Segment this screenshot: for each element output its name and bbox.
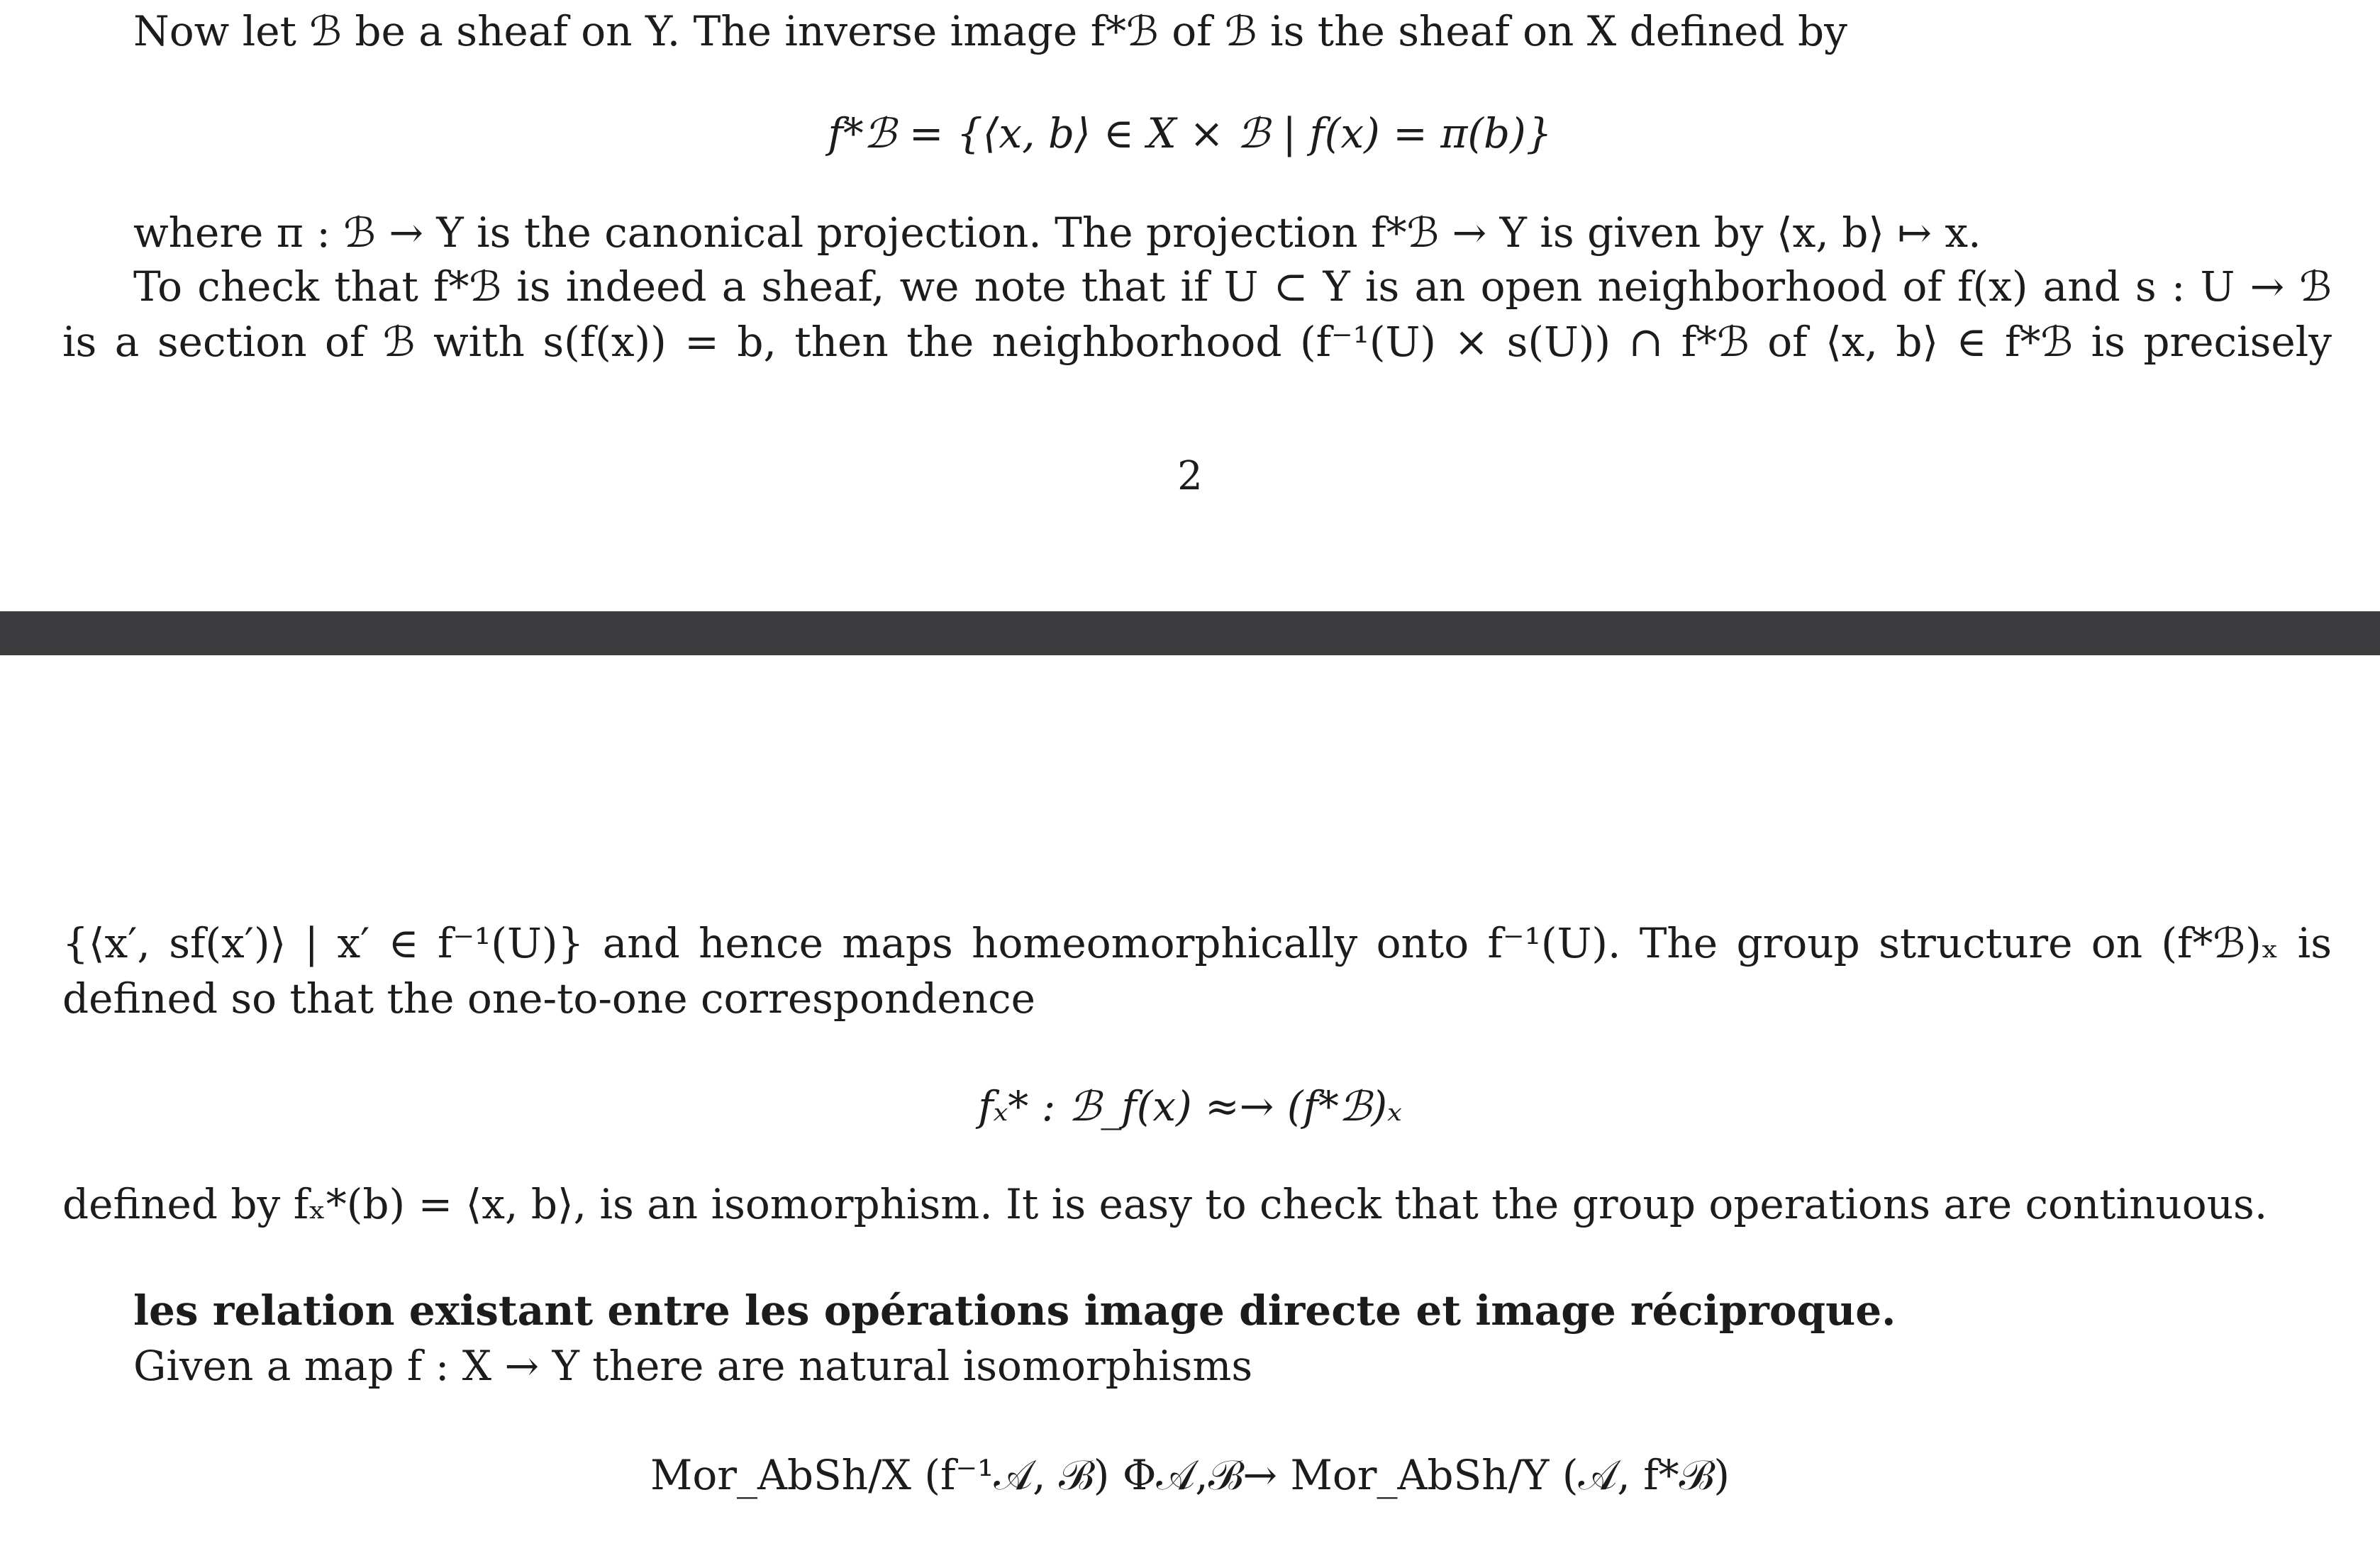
bottom-page [0,655,2380,1563]
text-line: where π : ℬ → Y is the canonical projection. The projection f*ℬ → Y is given by ⟨x, b⟩ ↦ x. [133,208,1981,257]
text-line: defined by fₓ*(b) = ⟨x, b⟩, is an isomorphism. It is easy to check that the group operations are continuous. [62,1180,2268,1228]
text-line: Now let ℬ be a sheaf on Y. The inverse image f*ℬ of ℬ is the sheaf on X defined by [133,7,1847,55]
page-number: 2 [1177,453,1203,499]
section-heading: les relation existant entre les opérations image directe et image réciproque. [133,1286,1896,1335]
display-equation: fₓ* : ℬ_f(x) ≈→ (f*ℬ)ₓ [978,1082,1402,1130]
text-line: Given a map f : X → Y there are natural isomorphisms [133,1342,1253,1390]
top-page [0,0,2380,611]
display-equation: Mor_AbSh/X (f⁻¹𝒜, ℬ) Φ𝒜,ℬ→ Mor_AbSh/Y (𝒜, f*ℬ) [650,1451,1730,1499]
page-separator [0,611,2380,655]
text-line: To check that f*ℬ is indeed a sheaf, we note that if U ⊂ Y is an open neighborhood of f(x) and s : U → ℬ [133,262,2332,311]
text-line: defined so that the one-to-one correspondence [62,974,1035,1023]
text-line: is a section of ℬ with s(f(x)) = b, then the neighborhood (f⁻¹(U) × s(U)) ∩ f*ℬ of ⟨x, b⟩ ∈ f*ℬ is precisely [62,318,2332,366]
display-equation: f*ℬ = {⟨x, b⟩ ∈ X × ℬ | f(x) = π(b)} [828,109,1552,157]
text-line: {⟨x′, sf(x′)⟩ | x′ ∈ f⁻¹(U)} and hence maps homeomorphically onto f⁻¹(U). The group structure on (f*ℬ)ₓ is [62,919,2332,967]
